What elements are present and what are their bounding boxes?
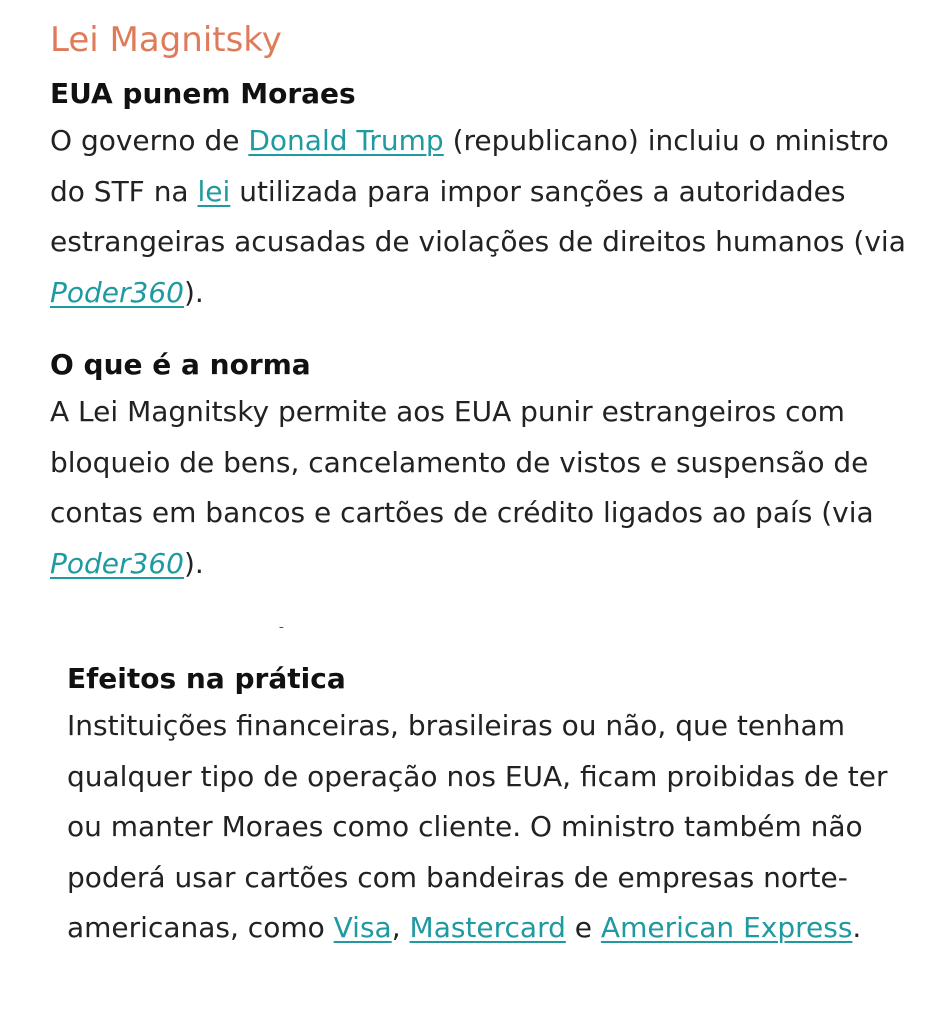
paragraph-text: O governo de bbox=[50, 124, 249, 157]
section-o-que-e-a-norma bbox=[50, 343, 910, 589]
paragraph-text: Instituições financeiras, brasileiras ou não, que tenham qualquer tipo de operação nos EUA, ficam proibidas de ter ou manter Moraes como cliente. O ministro também não poderá usar cartões com bandeiras de empresas norte-americanas, como bbox=[67, 709, 888, 944]
clipped-heading-fragment bbox=[67, 604, 387, 626]
paragraph-text: . bbox=[852, 911, 862, 944]
paragraph-text: A Lei Magnitsky permite aos EUA punir estrangeiros com bloqueio de bens, cancelamento de vistos e suspensão de contas em bancos e cartões de crédito ligados ao país (via bbox=[50, 395, 874, 529]
section-paragraph bbox=[67, 701, 917, 954]
link-poder360[interactable]: Poder360 bbox=[50, 275, 184, 309]
paragraph-text: e bbox=[565, 911, 601, 944]
link-visa[interactable]: Visa bbox=[333, 911, 392, 944]
link-donald-trump[interactable]: Donald Trump bbox=[248, 124, 444, 157]
paragraph-text: , bbox=[391, 911, 410, 944]
link-poder360[interactable]: Poder360 bbox=[50, 546, 184, 580]
section-heading: O que é a norma bbox=[50, 348, 311, 381]
section-heading: EUA punem Moraes bbox=[50, 77, 356, 110]
section-paragraph bbox=[50, 116, 910, 318]
section-efeitos-na-pratica bbox=[67, 657, 917, 954]
paragraph-text: utilizada para impor sanções a autoridades estrangeiras acusadas de violações de direitos humanos (via bbox=[50, 174, 906, 258]
link-american-express[interactable]: American Express bbox=[600, 911, 853, 944]
paragraph-text: ). bbox=[183, 275, 204, 309]
paragraph-text: ). bbox=[183, 546, 204, 580]
section-eua-punem-moraes bbox=[50, 72, 910, 318]
page-title: Lei Magnitsky bbox=[50, 20, 282, 60]
link-lei[interactable]: lei bbox=[197, 174, 231, 208]
paragraph-text: (republicano) incluiu o ministro do STF na bbox=[50, 124, 889, 208]
section-paragraph bbox=[50, 387, 910, 589]
clip-mask bbox=[60, 628, 420, 658]
section-heading: Efeitos na prática bbox=[67, 662, 346, 695]
link-mastercard[interactable]: Mastercard bbox=[409, 911, 566, 944]
